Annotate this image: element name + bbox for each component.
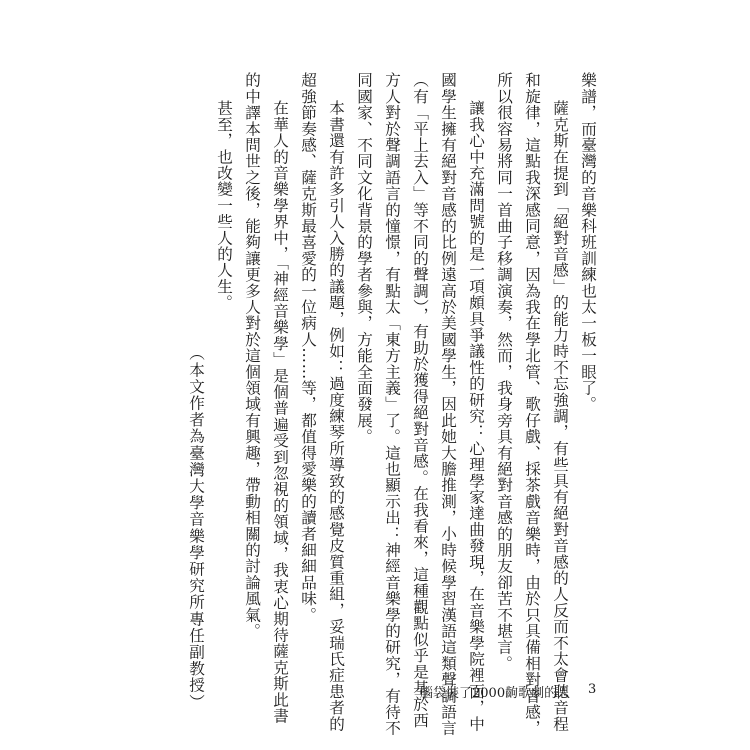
- text-column: 甚至，也改變一些人的人生。: [215, 100, 233, 311]
- page-number: 3: [588, 682, 597, 697]
- text-column: 本書還有許多引人入勝的議題，例如：過度練琴所導致的感覺皮質重組，妥瑞氏症患者的: [327, 100, 345, 732]
- running-title: 腦袋裝了2000齣歌劇的人: [420, 686, 571, 701]
- text-column: 和旋律，這點我深感同意，因為我在學北管、歌仔戲、採茶戲音樂時，由於只具備相對音感，: [523, 72, 541, 737]
- text-column: 國學生擁有絕對音感的比例遠高於美國學生，因此她大膽推測，小時候學習漢語這類聲調語言: [439, 72, 457, 737]
- text-column: 方人對於聲調語言的憧憬，有點太「東方主義」了。這也顯示出：神經音樂學的研究，有待不: [383, 72, 401, 737]
- text-column: （有「平上去入」等不同的聲調），有助於獲得絕對音感。在我看來，這種觀點似乎是基於西: [411, 72, 429, 729]
- text-column: 樂譜，而臺灣的音樂科班訓練也太一板一眼了。: [579, 72, 597, 413]
- text-column: 超強節奏感、薩克斯最喜愛的一位病人……等，都值得愛樂的讀者細細品味。: [299, 72, 317, 623]
- text-column: 同國家、不同文化背景的學者參與，方能全面發展。: [355, 72, 373, 445]
- text-column: 讓我心中充滿問號的是一項頗具爭議性的研究：心理學家達曲發現，在音樂學院裡面，中: [467, 100, 485, 732]
- text-column: 所以很容易將同一首曲子移調演奏，然而，我身旁具有絕對音感的朋友卻苦不堪言。: [495, 72, 513, 672]
- author-note: （本文作者為臺灣大學音樂學研究所專任副教授）: [187, 345, 205, 711]
- text-column: 在華人的音樂學界中，「神經音樂學」是個普遍受到忽視的領域，我衷心期待薩克斯此書: [271, 100, 289, 724]
- text-column: 薩克斯在提到「絕對音感」的能力時不忘強調，有些具有絕對音感的人反而不太會聽音程: [551, 100, 569, 732]
- text-column: 的中譯本問世之後，能夠讓更多人對於這個領域有興趣，帶動相關的討論風氣。: [243, 72, 261, 639]
